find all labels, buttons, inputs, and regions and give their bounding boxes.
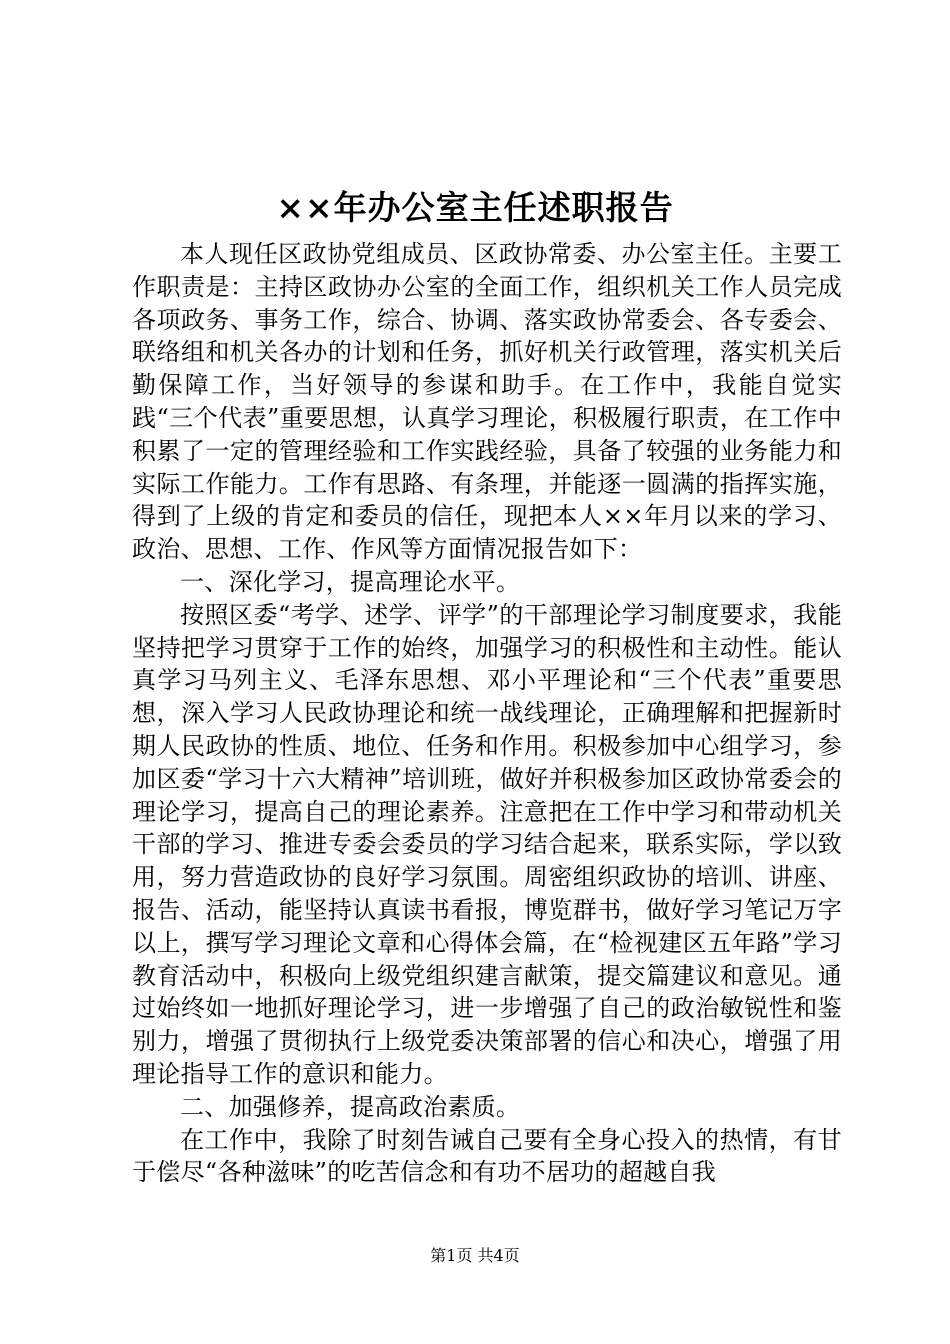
document-title: ××年办公室主任述职报告 (276, 188, 674, 227)
paragraph-cultivation: 在工作中，我除了时刻告诫自己要有全身心投入的热情，有甘于偿尽“各种滋味”的吃苦信念和有功不居功的超越自我 (132, 1125, 842, 1187)
paragraph-study: 按照区委“考学、述学、评学”的干部理论学习制度要求，我能坚持把学习贯穿于工作的始终，加强学习的积极性和主动性。能认真学习马列主义、毛泽东思想、邓小平理论和“三个代表”重要思想，深入学习人民政协理论和统一战线理论，正确理解和把握新时期人民政协的性质、地位、任务和作用。积极参加中心组学习，参加区委“学习十六大精神”培训班，做好并积极参加区政协常委会的理论学习，提高自己的理论素养。注意把在工作中学习和带动机关干部的学习、推进专委会委员的学习结合起来，联系实际，学以致用，努力营造政协的良好学习氛围。周密组织政协的培训、讲座、报告、活动，能坚持认真读书看报，博览群书，做好学习笔记万字以上，撰写学习理论文章和心得体会篇，在“检视建区五年路”学习教育活动中，积极向上级党组织建言献策，提交篇建议和意见。通过始终如一地抓好理论学习，进一步增强了自己的政治敏锐性和鉴别力，增强了贯彻执行上级党委决策部署的信心和决心，增强了用理论指导工作的意识和能力。 (132, 600, 842, 1088)
section-heading-2: 二、加强修养，提高政治素质。 (180, 1092, 521, 1121)
section-heading-1: 一、深化学习，提高理论水平。 (180, 567, 521, 596)
paragraph-intro: 本人现任区政协党组成员、区政协常委、办公室主任。主要工作职责是：主持区政协办公室的全面工作，组织机关工作人员完成各项政务、事务工作，综合、协调、落实政协常委会、各专委会、联络组和机关各办的计划和任务，抓好机关行政管理，落实机关后勤保障工作，当好领导的参谋和助手。在工作中，我能自觉实践“三个代表”重要思想，认真学习理论，积极履行职责，在工作中积累了一定的管理经验和工作实践经验，具备了较强的业务能力和实际工作能力。工作有思路、有条理，并能逐一圆满的指挥实施，得到了上级的肯定和委员的信任，现把本人××年月以来的学习、政治、思想、工作、作风等方面情况报告如下： (132, 240, 842, 564)
document-body (132, 238, 842, 1189)
page-footer: 第1页 共4页 (430, 1246, 520, 1265)
